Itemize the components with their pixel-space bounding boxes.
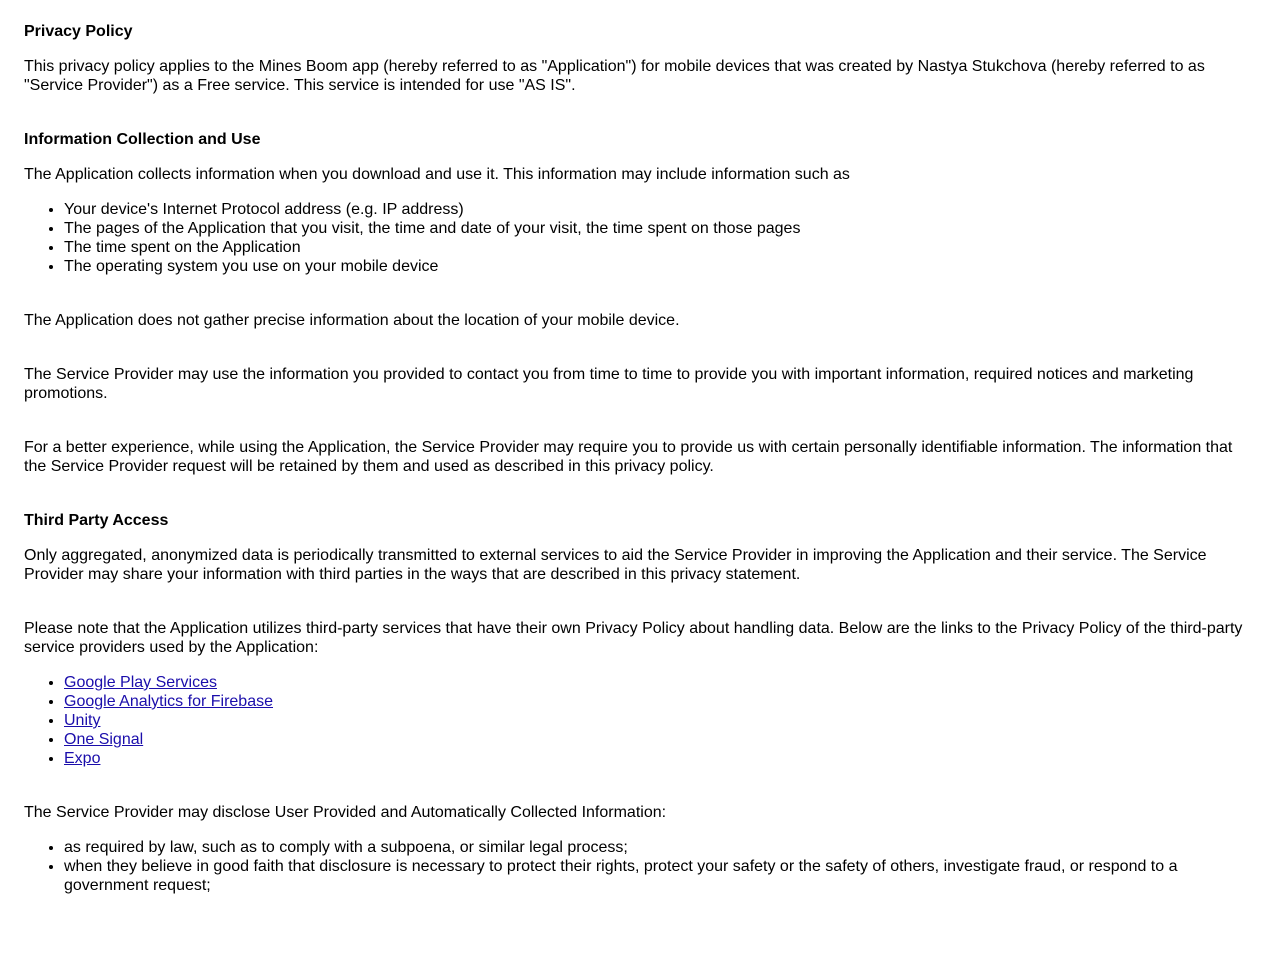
list-item	[64, 730, 1256, 749]
list-item: • The pages of the Application that you visit, the time and date of your visit, the time spent on those pages	[64, 219, 1256, 238]
list-item	[64, 692, 1256, 711]
info-collection-lead: The Application collects information when you download and use it. This information may include information such as	[24, 166, 850, 183]
list-item	[64, 749, 1256, 768]
list-item: • when they believe in good faith that disclosure is necessary to protect their rights, protect your safety or the safety of others, investigate fraud, or respond to a government request;	[64, 857, 1256, 895]
disclose-list	[24, 838, 1256, 895]
section-spacer	[24, 419, 1256, 438]
section-spacer	[24, 784, 1256, 803]
link-google-play-services[interactable]: Google Play Services	[64, 674, 217, 691]
list-item: • The time spent on the Application	[64, 238, 1256, 257]
section-spacer	[24, 600, 1256, 619]
third-party-links-list	[24, 673, 1256, 768]
list-item: • as required by law, such as to comply with a subpoena, or similar legal process;	[64, 838, 1256, 857]
link-expo[interactable]: Expo	[64, 750, 101, 767]
link-one-signal[interactable]: One Signal	[64, 731, 144, 748]
disclose-lead-paragraph: The Service Provider may disclose User Provided and Automatically Collected Information:	[24, 804, 667, 821]
info-collection-heading: Information Collection and Use	[24, 131, 261, 148]
list-item	[64, 711, 1256, 730]
third-party-note-paragraph: Please note that the Application utilizes third-party services that have their own Privacy Policy about handling data. Below are the links to the Privacy Policy of the third-party service providers used by the Application:	[24, 620, 1243, 656]
collected-info-list	[24, 200, 1256, 276]
section-spacer	[24, 292, 1256, 311]
section-spacer	[24, 492, 1256, 511]
contact-paragraph: The Service Provider may use the information you provided to contact you from time to time to provide you with important information, required notices and marketing promotions.	[24, 366, 1194, 402]
link-unity[interactable]: Unity	[64, 712, 101, 729]
section-spacer	[24, 346, 1256, 365]
better-experience-paragraph: For a better experience, while using the Application, the Service Provider may require you to provide us with certain personally identifiable information. The information that the Service Provider request will be retained by them and used as described in this privacy policy.	[24, 439, 1233, 475]
list-item	[64, 673, 1256, 692]
intro-paragraph: This privacy policy applies to the Mines Boom app (hereby referred to as "Application") for mobile devices that was created by Nastya Stukchova (hereby referred to as "Service Provider") as a Free service. This service is intended for use "AS IS".	[24, 58, 1205, 94]
section-spacer	[24, 111, 1256, 130]
aggregated-data-paragraph: Only aggregated, anonymized data is periodically transmitted to external services to aid the Service Provider in improving the Application and their service. The Service Provider may share your information with third parties in the ways that are described in this privacy statement.	[24, 547, 1207, 583]
page-title: Privacy Policy	[24, 23, 133, 40]
list-item: • Your device's Internet Protocol address (e.g. IP address)	[64, 200, 1256, 219]
third-party-heading: Third Party Access	[24, 512, 169, 529]
link-google-analytics-firebase[interactable]: Google Analytics for Firebase	[64, 693, 273, 710]
list-item: • The operating system you use on your mobile device	[64, 257, 1256, 276]
location-paragraph: The Application does not gather precise information about the location of your mobile device.	[24, 312, 680, 329]
